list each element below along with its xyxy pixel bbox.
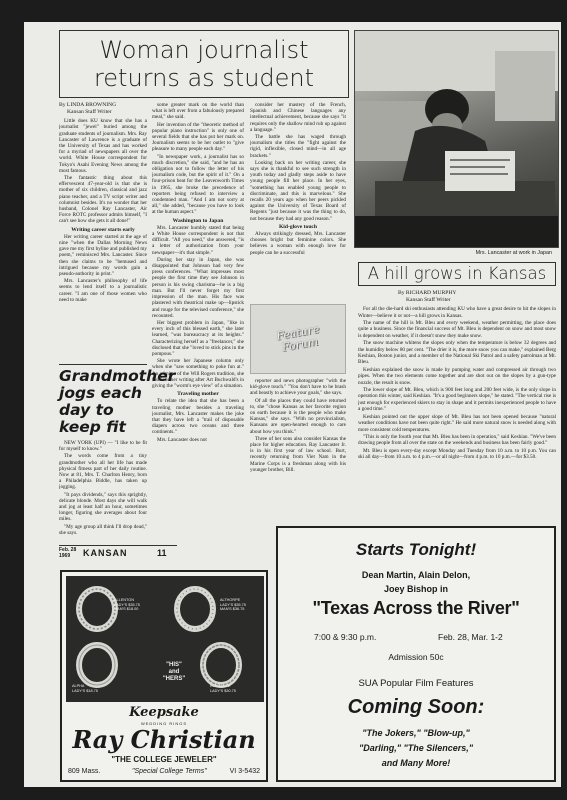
movie-dates: Feb. 28, Mar. 1-2 (438, 632, 503, 642)
folio-date-1: Feb. 28 (59, 547, 77, 553)
paragraph: Her biggest problem in Japan, "like in every inch of this blessed earth," she later learned, "was bureaucracy at its heights." Characterizing herself as a "freelancer," she disclosed that she "loved to stick pins in the pompous." (152, 319, 244, 357)
paragraph: Mrs. Lancaster humbly stated that being a White House correspondent is not that difficult. "All you need," she answered, "is a letter of authorization from your newspaper—it's that simple." (152, 224, 244, 256)
jeweler-name: Ray Christian (72, 725, 256, 754)
folio-date-2: 1969 (59, 552, 71, 559)
films-line-3: and Many More! (381, 758, 451, 768)
paragraph: The snow machine whitens the slopes only when the temperature is below 32 degrees and the humidity below 80 per cent. "The drier it is, the more snow you can make," explained Berg Keshian, Boston junior, and a member of the National Ski Patrol and a safety patrolman at Mt. Bleu. (358, 340, 556, 366)
movie-admission: Admission 50c (388, 652, 444, 662)
ring-icon (72, 640, 122, 690)
movie-times: 7:00 & 9:30 p.m. (314, 632, 377, 642)
feature-forum-logo (250, 304, 346, 374)
ring-name: ALLENTON (114, 598, 134, 602)
jeweler-address: 809 Mass. (68, 768, 101, 775)
ski-byline (398, 290, 556, 303)
lead-headline-line-2: returns as student (93, 64, 315, 92)
jeweler-ad (60, 570, 268, 782)
paragraph: Her writing career started at the age of nine "when the Dallas Morning News gave me my first byline and published my poem," reminisced Mrs. Lancaster. Since then she claims to be "bemused and intrigued because my words gain a pseudo-authority in print." (59, 233, 147, 278)
lead-headline-box (59, 30, 349, 98)
paragraph: Her invention of the "theoretic method of popular piano instruction" is only one of several fields that she has put her mark on. Journalism seems to be her outlet to "give pleasure to many people each day." (152, 121, 244, 153)
lead-byline-name: By LINDA BROWNING (59, 102, 117, 108)
film-series: SUA Popular Film Features (358, 678, 474, 689)
ski-headline-box (358, 262, 556, 286)
his-label: "HIS" (166, 662, 182, 668)
coming-soon: Coming Soon: (347, 696, 485, 718)
ring-name: ALPHA (72, 684, 85, 688)
ski-byline-role: Kansan Staff Writer (406, 296, 451, 303)
starts-tonight: Starts Tonight! (355, 540, 477, 559)
ring-price-lady: LADY'S $18.75 (72, 688, 98, 693)
subhead: Traveling mother (177, 391, 219, 398)
paragraph: The lower slope of Mt. Bleu, which is 900 feet long and 200 feet wide, is the only slope in operation this winter, said Keshian. "It's a good beginners slope," he stated. "The vertical rise is just enough for experienced skiers to stay in shape and it permits inexperienced people to have a good time." (358, 387, 556, 413)
ring-price-man: MAN'S $36.75 (220, 607, 245, 612)
photo-lancaster (354, 30, 559, 248)
films-line-2: "Darling," "The Silencers," (358, 743, 474, 753)
paragraph: "In newspaper work, a journalist has so much discretion," she said, "and he has an obligation not to follow the letter of his journalism code, but the spirit of it." On a four-prison beat for the Leavenworth Times in 1965, she broke the precedence of reporters being refused to interview a condemned man. "And I am not sorry at all," she added, "because you have to look at the human aspect." (152, 153, 244, 216)
and-label: and (168, 669, 180, 675)
paragraph: Keshian pointed out the upper slope of Mt. Bleu has not been opened because "natural weather conditions have not been quite right." He said more natural snow is needed along with more consistent cold temperatures. (358, 413, 556, 433)
photo-image (355, 31, 559, 248)
photo-caption: Mrs. Lancaster at work in Japan (475, 250, 552, 256)
paragraph: For all the die-hard ski enthusiasts attending KU who have a great desire to hit the slopes in Winter—believe it or not—a hill grows in Kansas. (358, 306, 556, 319)
movie-cast-1: Dean Martin, Alain Delon, (361, 570, 471, 580)
newspaper-page (24, 22, 561, 787)
folio-page: 11 (157, 548, 167, 558)
paragraph: consider her mastery of the French, Spanish and Chinese languages any intellectual achievement, because she says "it requires only the shallow mind rub up against a language." (250, 102, 346, 133)
ring-allenton (72, 584, 152, 639)
ring-icon (170, 584, 220, 634)
paragraph: "This is only the fourth year that Mt. Bleu has been in operation," said Keshian. "We've been drawing people from all over the state on the weekends and business has been fairly good." (358, 433, 556, 447)
ski-headline: A hill grows in Kansas (367, 264, 547, 283)
paragraph: Three of her sons also consider Kansas the place for higher education. Ray Lancaster Jr. is in his first year of law school. Burt, recently returning from Viet Nam in the Marine Corps is a freshman along with his younger brother, Bill. (250, 435, 346, 473)
movie-ad (276, 526, 556, 782)
ring-display (66, 576, 264, 702)
ring-alpha (72, 640, 152, 698)
paragraph: Keshian explained the snow is made by pumping water and compressed air through two pipes. When the two elements come together and are shot out on the slopes by a gun-type nozzle, the result is snow. (358, 366, 556, 386)
jeweler-phone: VI 3-5432 (229, 768, 260, 775)
subhead: Writing career starts early (71, 226, 135, 233)
ring-name: ALTHORPE (220, 598, 241, 602)
subhead: Washington to Japan (172, 217, 224, 224)
subhead: Kid-glove touch (278, 223, 318, 230)
ski-byline-name: By RICHARD MURPHY (398, 290, 457, 296)
ring-price-man: MAN'S $18.00 (114, 607, 139, 612)
lead-column-1 (59, 102, 147, 360)
feature-forum-text: Feature Forum (275, 322, 321, 354)
keepsake-sub: WEDDING RINGS (140, 721, 188, 726)
paragraph: The battle she has waged through journalism she titles the "fight against the rigid, inflexible, closed mind—in all age brackets." (250, 134, 346, 159)
wire-dateline: NEW YORK (UPI) — "I like to be fit for myself to know." (59, 440, 147, 453)
ring-elegante (196, 640, 262, 698)
folio-paper: KANSAN (83, 548, 128, 558)
paragraph: "It pays dividends," says this sprightly, delicate blonde. Most days she will walk and jog at least half an hour, sometimes longer, figuring she averages about four miles. (59, 491, 147, 523)
ring-price-lady: LADY'S $35.75 (220, 602, 246, 607)
ring-icon (196, 640, 246, 690)
paragraph: During her stay in Japan, she was disappointed that Johnson had very few press conferences. "What impresses most people the first time they see Johnson in person is his swing charisma—he is a big man. But I'll never forget my first impression of the man. His face was plastered with theatrical make up—lipstick and rouge for the televised conference," she recounted. (152, 256, 244, 319)
paragraph: Mrs. Lancaster's philosophy of life seems to lend itself to a journalistic career. "I am one of those women who need to make (59, 278, 147, 303)
paragraph: She wrote her Japanese column only when she "saw something to poke fun at." An admirer of the Will Rogers tradition, she fashions her writing after Art Buchwald's in giving the "worm's eye view" of a situation. (152, 358, 244, 389)
wire-headline: Grandmother jogs each day to keep fit (59, 367, 176, 436)
jeweler-terms: "Special College Terms" (132, 768, 207, 775)
his-and-hers (154, 662, 194, 683)
paragraph: To relate the idea that she has been a traveling mother besides a traveling journalist, Mrs. Lancaster makes the joke that they have left a "trail of disposable diapers across two oceans and three continents." (152, 398, 244, 436)
lead-column-3 (250, 102, 346, 298)
paragraph: Of all the places they could have returned to, she "chose Kansas as her favorite region on earth because it is the people who make Kansas," she says. "With no provincialism, Kansans are open-hearted enough to care about how you think." (250, 397, 346, 435)
paragraph: The fantastic thing about this effervescent 47-year-old is that she is mother of six children, classical and jazz piano teacher, and a TV script writer and columnist besides. It's no wonder that her husband, Colonel Ray Lancaster, Air Force ROTC professor admits himself, "I can't see how she gets it all done!" (59, 175, 147, 225)
paragraph: Mrs. Lancaster does not (157, 436, 207, 443)
paragraph: The words come from a tiny grandmother who all her life has made physical fitness part of her daily routine. Now at 81, Mrs. T. Charlton Henry, born a Philadelphia Biddle, has taken up jogging. (59, 453, 147, 491)
paragraph: Looking back on her writing career, she says she is thankful to see such strength in youth today and gladly steps aside to have young people fill her place. In her eyes, "something has enabled young people to discriminate, and this is marvelous." She recalls 20 years ago when her peers pickled against the University of Texas Board of Regents "just because it was the thing to do, not because they had any good reason." (250, 159, 346, 222)
keepsake-logo: Keepsake (129, 705, 199, 720)
lead-column-2 (152, 102, 244, 568)
ring-price-lady: LADY'S $35.75 (114, 602, 140, 607)
paragraph: Always strikingly dressed, Mrs. Lancaster chooses bright but feminine colors. She believes a woman with enough love for people can be a successful (250, 231, 346, 256)
divider (59, 364, 147, 365)
lead-byline (59, 102, 147, 115)
ski-story (358, 290, 556, 518)
lead-byline-role: Kansan Staff Writer (67, 108, 112, 115)
ring-althorpe (170, 584, 260, 639)
movie-cast-2: Joey Bishop in (383, 584, 448, 594)
ring-price-lady: LADY'S $30.75 (210, 688, 236, 693)
hers-label: "HERS" (162, 676, 186, 682)
lead-headline-line-1: Woman journalist (99, 36, 309, 64)
films-line-1: "The Jokers," "Blow-up," (362, 728, 470, 738)
paragraph: reporter and news photographer "with the kid-glove touch." "You don't have to be brash and beastly to achieve your goals," she says. (250, 378, 346, 397)
movie-title: "Texas Across the River" (312, 598, 520, 618)
jeweler-tagline: "THE COLLEGE JEWELER" (111, 755, 217, 764)
paragraph: Mt. Bleu is open every-day except Monday and Tuesday from 10 a.m. to 10 p.m. You can ski all day—from 10 a.m. to 4 p.m.—or all night—from 4 p.m. to 10 p.m.—for $3.50. (358, 447, 556, 461)
paragraph: "My age group all think I'll drop dead," she says. (59, 523, 147, 536)
paragraph: Little does KU know that she has a journalist "jewel" buried among the graduate students of journalism. Mrs. Ray Lancaster of Lawrence is a graduate of the University of Texas and has worked for a myriad of newspapers all over the world. White House correspondent for Tokyo's Asahi Evening News among the most famous. (59, 118, 147, 174)
wire-story (59, 440, 147, 540)
ring-name: ELEGANTE (210, 684, 231, 688)
paragraph: some greater mark on the world than what is left over from a fabulously prepared meal," she said. (152, 102, 244, 121)
paragraph: The name of the hill is Mt. Bleu and every weekend, weather permitting, the place does quite a business. Since the financial success of Mt. Bleu is dependent on snow and most snow is dependent on weather, if it doesn't snow they make snow. (358, 320, 556, 339)
